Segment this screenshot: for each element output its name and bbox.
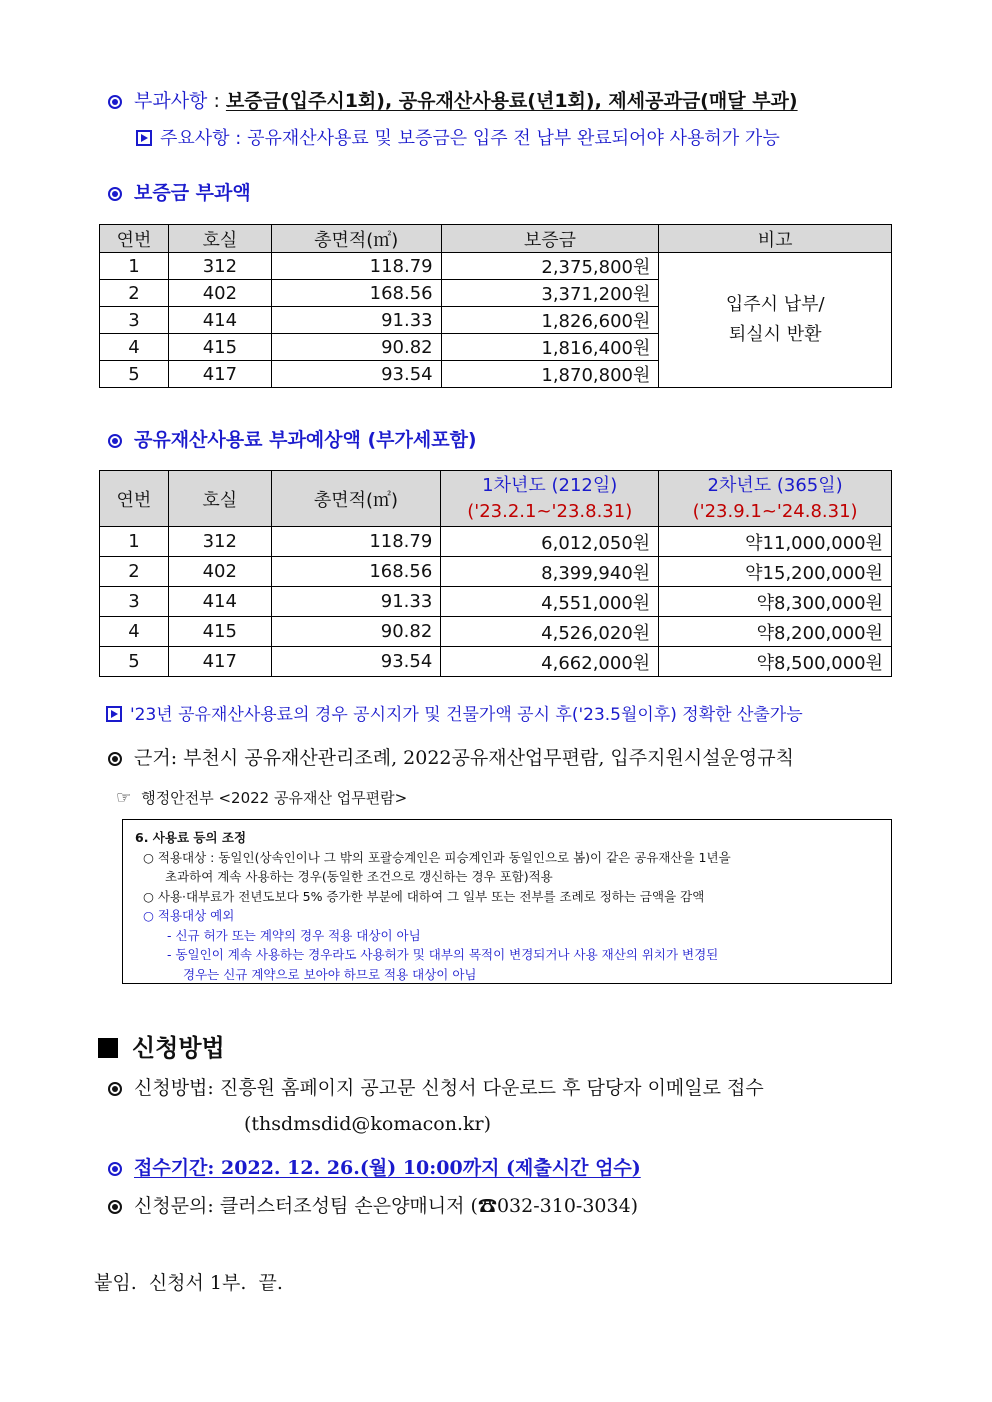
fees-note-text: : 공유재산사용료 및 보증금은 입주 전 납부 완료되어야 사용허가 가능 — [229, 128, 780, 149]
cell: 1 — [100, 253, 169, 280]
apply-title — [98, 1028, 225, 1063]
cell: 90.82 — [271, 334, 441, 361]
header-cell: 호실 — [168, 225, 271, 253]
cell: 168.56 — [271, 280, 441, 307]
year1-line1: 1차년도 (212일) — [482, 474, 618, 496]
cell: 4 — [100, 617, 169, 647]
deposit-title-text: 보증금 부과액 — [134, 182, 251, 204]
cell: 312 — [168, 253, 271, 280]
header-cell: 연번 — [100, 471, 169, 527]
cell: 1,870,800원 — [441, 361, 659, 388]
cell: 414 — [168, 587, 271, 617]
cell: 2,375,800원 — [441, 253, 659, 280]
table-row — [100, 253, 892, 280]
fees-sep: : — [207, 90, 226, 112]
basis-line — [108, 743, 794, 770]
deposit-table — [99, 224, 892, 388]
apply-method — [108, 1073, 764, 1100]
cell: 417 — [168, 361, 271, 388]
apply-period — [108, 1153, 641, 1180]
arrow-box-icon — [106, 706, 122, 722]
year2-line2: ('23.9.1~'24.8.31) — [692, 500, 858, 522]
cell: 약15,200,000원 — [659, 557, 892, 587]
year2-line1: 2차년도 (365일) — [707, 474, 843, 496]
cell: 약8,300,000원 — [659, 587, 892, 617]
cell: 1,826,600원 — [441, 307, 659, 334]
cell: 1 — [100, 527, 169, 557]
table-row — [100, 527, 892, 557]
apply-email: (thsdmsdid@komacon.kr) — [244, 1113, 492, 1135]
arrow-box-icon — [136, 130, 152, 146]
cell: 3 — [100, 587, 169, 617]
cell: 2 — [100, 557, 169, 587]
cell: 402 — [168, 280, 271, 307]
cell: 5 — [100, 361, 169, 388]
box-line: ○ 사용·대부료가 전년도보다 5% 증가한 부분에 대하여 그 일부 또는 전부를 조례로 정하는 금액을 감액 — [143, 888, 705, 904]
bullet-icon — [108, 752, 122, 766]
year2-header — [659, 471, 892, 527]
fees-label: 부과사항 — [134, 90, 208, 112]
cell: 402 — [168, 557, 271, 587]
cell: 4,662,000원 — [441, 647, 659, 677]
pointing-hand-icon: ☞ — [116, 788, 132, 808]
cell: 약8,500,000원 — [659, 647, 892, 677]
cell: 91.33 — [271, 587, 441, 617]
cell: 6,012,050원 — [441, 527, 659, 557]
table-row — [100, 647, 892, 677]
square-bullet-icon — [98, 1038, 118, 1058]
cell: 8,399,940원 — [441, 557, 659, 587]
box-line: 초과하여 계속 사용하는 경우(동일한 조건으로 갱신하는 경우 포함)적용 — [165, 869, 553, 884]
cell: 415 — [168, 334, 271, 361]
cell: 4 — [100, 334, 169, 361]
header-cell: 비고 — [659, 225, 892, 253]
cell: 417 — [168, 647, 271, 677]
cell: 1,816,400원 — [441, 334, 659, 361]
remark-line: 입주시 납부/ — [725, 294, 825, 315]
cell: 168.56 — [271, 557, 441, 587]
remark-line: 퇴실시 반환 — [728, 324, 822, 345]
cell: 2 — [100, 280, 169, 307]
fees-text: 보증금(입주시1회), 공유재산사용료(년1회), 제세공과금(매달 부과) — [225, 90, 798, 112]
cell: 415 — [168, 617, 271, 647]
box-line: 경우는 신규 계약으로 보아야 하므로 적용 대상이 아님 — [183, 966, 477, 982]
bullet-icon — [108, 1162, 122, 1176]
cell: 90.82 — [271, 617, 441, 647]
cell: 93.54 — [271, 647, 441, 677]
header-cell: 보증금 — [441, 225, 659, 253]
bullet-icon — [108, 1200, 122, 1214]
cell: 414 — [168, 307, 271, 334]
year1-line2: ('23.2.1~'23.8.31) — [467, 500, 633, 522]
fees-note-label: 주요사항 — [160, 128, 230, 149]
cell: 5 — [100, 647, 169, 677]
cell: 91.33 — [271, 307, 441, 334]
cell: 312 — [168, 527, 271, 557]
apply-period-text: 접수기간: 2022. 12. 26.(월) 10:00까지 (제출시간 엄수) — [134, 1157, 641, 1179]
usage-note — [106, 700, 803, 725]
apply-title-text: 신청방법 — [132, 1033, 225, 1062]
bullet-icon — [108, 187, 122, 201]
adjustment-box — [122, 819, 892, 984]
header-cell: 총면적(㎡) — [271, 471, 441, 527]
box-line: - 신규 허가 또는 계약의 경우 적용 대상이 아님 — [167, 927, 421, 943]
cell: 4,551,000원 — [441, 587, 659, 617]
header-cell: 연번 — [100, 225, 169, 253]
usage-table — [99, 470, 892, 677]
cell: 약11,000,000원 — [659, 527, 892, 557]
box-title: 6. 사용료 등의 조정 — [135, 830, 247, 845]
usage-title — [108, 425, 477, 452]
bullet-icon — [108, 434, 122, 448]
box-line: ○ 적용대상 예외 — [143, 908, 235, 923]
box-line: - 동일인이 계속 사용하는 경우라도 사용허가 및 대부의 목적이 변경되거나 사용 재산의 위치가 변경된 — [167, 947, 719, 962]
remark-cell — [659, 253, 892, 388]
header-cell: 호실 — [168, 471, 271, 527]
fees-line — [108, 86, 798, 113]
table-row — [100, 587, 892, 617]
bullet-icon — [108, 1082, 122, 1096]
cell: 118.79 — [271, 527, 441, 557]
year1-header — [441, 471, 659, 527]
cell: 93.54 — [271, 361, 441, 388]
attachment-line: 붙임. 신청서 1부. 끝. — [94, 1272, 283, 1294]
table-row — [100, 617, 892, 647]
apply-method-text: 신청방법: 진흥원 홈페이지 공고문 신청서 다운로드 후 담당자 이메일로 접수 — [134, 1077, 764, 1099]
bullet-icon — [108, 95, 122, 109]
cell: 약8,200,000원 — [659, 617, 892, 647]
usage-note-text: '23년 공유재산사용료의 경우 공시지가 및 건물가액 공시 후('23.5월이후) 정확한 산출가능 — [130, 705, 803, 725]
header-cell: 총면적(㎡) — [271, 225, 441, 253]
basis-ref-text: 행정안전부 <2022 공유재산 업무편람> — [141, 789, 408, 807]
box-line: ○ 적용대상 : 동일인(상속인이나 그 밖의 포괄승계인은 피승계인과 동일인으로 봄)이 같은 공유재산을 1년을 — [143, 849, 731, 865]
cell: 118.79 — [271, 253, 441, 280]
fees-note — [136, 124, 780, 150]
apply-contact — [108, 1191, 638, 1218]
cell: 3 — [100, 307, 169, 334]
apply-contact-text: 신청문의: 클러스터조성팀 손은양매니저 (☎032-310-3034) — [134, 1195, 639, 1217]
cell: 4,526,020원 — [441, 617, 659, 647]
usage-title-text: 공유재산사용료 부과예상액 (부가세포함) — [134, 429, 477, 451]
deposit-title — [108, 178, 251, 205]
basis-ref — [116, 787, 407, 808]
table-row — [100, 557, 892, 587]
cell: 3,371,200원 — [441, 280, 659, 307]
basis-text: 근거: 부천시 공유재산관리조례, 2022공유재산업무편람, 입주지원시설운영규칙 — [134, 747, 794, 769]
